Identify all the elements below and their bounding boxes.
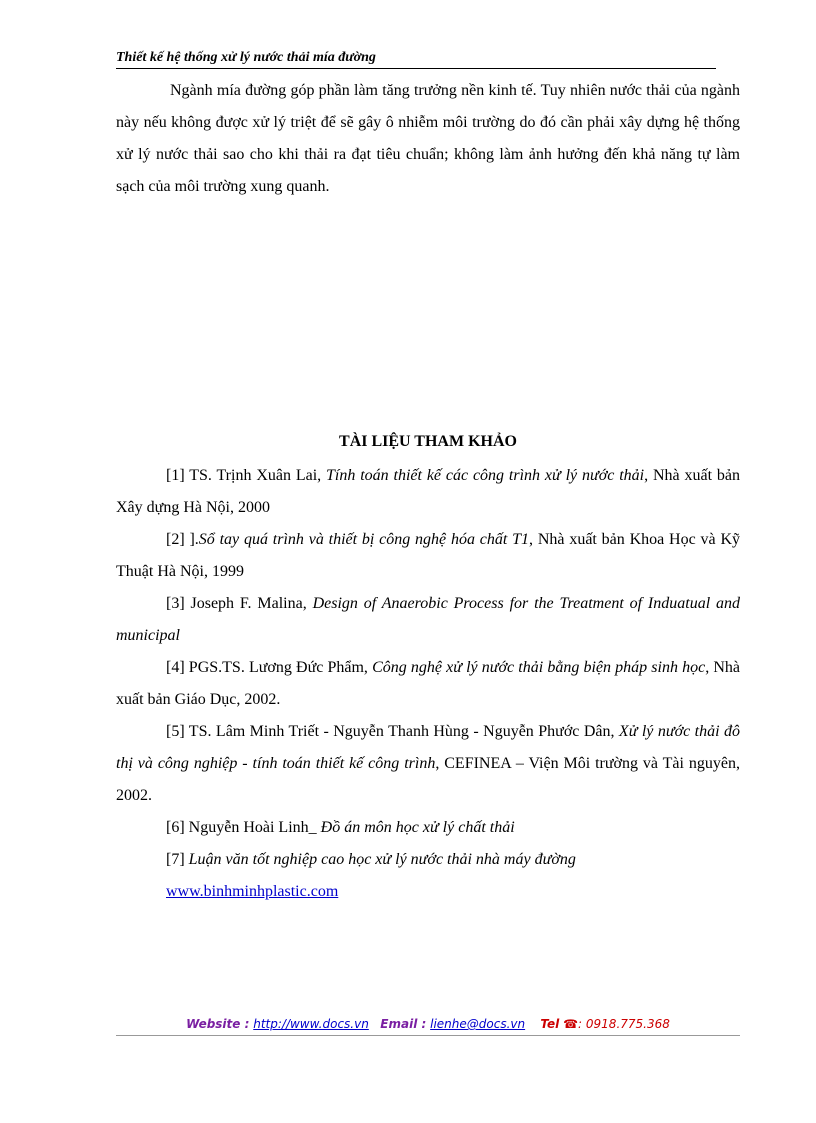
reference-title: Design of Anaerobic Process for the Treatment of Induatual and municipal — [116, 595, 741, 644]
reference-title: Sổ tay quá trình và thiết bị công nghệ hóa chất T1 — [198, 531, 530, 548]
reference-item — [116, 524, 740, 588]
reference-title: Đồ án môn học xử lý chất thải — [320, 819, 515, 836]
reference-title: Tính toán thiết kế các công trình xử lý nước thải — [326, 467, 645, 484]
reference-title: Luận văn tốt nghiệp cao học xử lý nước thải nhà máy đường — [188, 851, 576, 868]
reference-authors: [1] TS. Trịnh Xuân Lai, — [166, 467, 327, 484]
reference-item — [116, 812, 740, 844]
reference-title: Xử lý nước thải đô thị và công nghiệp - tính toán thiết kế công trình — [116, 723, 740, 772]
footer-tel-label: Tel — [540, 1017, 560, 1031]
footer-phone-number: : 0918.775.368 — [578, 1017, 670, 1031]
references-list — [116, 460, 740, 908]
references-heading: TÀI LIỆU THAM KHẢO — [339, 433, 517, 450]
reference-publisher: , CEFINEA – Viện Môi trường và Tài nguyên, 2002. — [116, 755, 740, 804]
reference-publisher: , Nhà xuất bản Giáo Dục, 2002. — [116, 659, 740, 708]
reference-item — [116, 588, 740, 652]
reference-publisher: , Nhà xuất bản Khoa Học và Kỹ Thuật Hà Nội, 1999 — [116, 531, 740, 580]
website-link[interactable]: www.binhminhplastic.com — [166, 883, 339, 900]
reference-authors: [4] PGS.TS. Lương Đức Phẩm, — [166, 659, 373, 676]
reference-item — [116, 652, 740, 716]
footer-website-label: Website : — [186, 1017, 250, 1031]
page-footer — [116, 1015, 740, 1036]
intro-paragraph: Ngành mía đường góp phần làm tăng trưởng nền kinh tế. Tuy nhiên nước thải của ngành này nếu không được xử lý triệt để sẽ gây ô nhiễm môi trường do đó cần phải xây dựng hệ thống xử lý nước thải sao cho khi thải ra đạt tiêu chuẩn; không làm ảnh hưởng đến khả năng tự làm sạch của môi trường xung quanh. — [116, 82, 740, 195]
reference-link-line — [116, 876, 740, 908]
reference-title: Công nghệ xử lý nước thải bằng biện pháp sinh học — [372, 659, 706, 676]
reference-authors: [6] Nguyễn Hoài Linh_ — [166, 819, 321, 836]
reference-authors: [2] ]. — [166, 531, 199, 548]
footer-website-link[interactable]: http://www.docs.vn — [253, 1017, 369, 1031]
footer-email-link[interactable]: lienhe@docs.vn — [430, 1017, 526, 1031]
reference-item — [116, 716, 740, 812]
reference-authors: [7] — [166, 851, 189, 868]
reference-authors: [5] TS. Lâm Minh Triết - Nguyễn Thanh Hùng - Nguyễn Phước Dân, — [166, 723, 619, 740]
reference-item — [116, 844, 740, 876]
running-header: Thiết kế hệ thống xử lý nước thải mía đường — [116, 50, 716, 69]
reference-authors: [3] Joseph F. Malina, — [166, 595, 313, 612]
reference-publisher: , Nhà xuất bản Xây dựng Hà Nội, 2000 — [116, 467, 740, 516]
phone-icon: ☎ — [563, 1017, 579, 1031]
footer-email-label: Email : — [380, 1017, 427, 1031]
reference-item — [116, 460, 740, 524]
